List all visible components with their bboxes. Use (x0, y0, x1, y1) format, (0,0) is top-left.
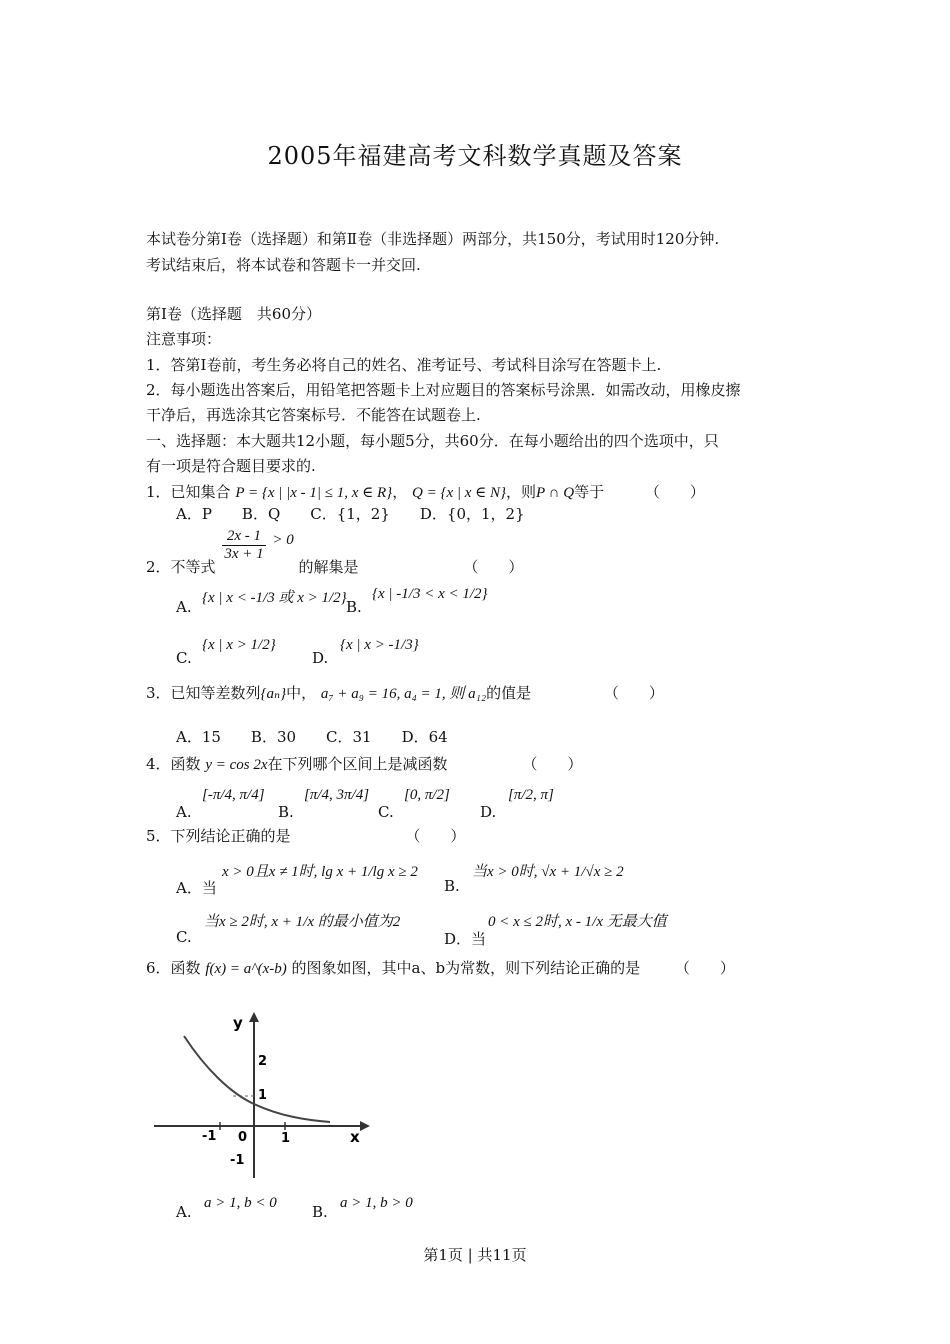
q5-option-d: 0 < x ≤ 2时, x - 1/x 无最大值 (488, 914, 667, 930)
q4-suffix: 在下列哪个区间上是减函数 (267, 755, 448, 773)
question-3 (146, 682, 664, 703)
q6-option-a: a > 1, b < 0 (204, 1195, 277, 1211)
q3-sequence: {aₙ} (260, 686, 287, 702)
x-axis-arrow (360, 1121, 370, 1131)
page-title: 2005年福建高考文科数学真题及答案 (267, 142, 683, 170)
x-axis-label: x (350, 1128, 360, 1146)
q1-expr: P ∩ Q (536, 485, 575, 501)
notes-label: 注意事项： (146, 330, 222, 348)
q2-denominator: 3x + 1 (224, 546, 264, 562)
q2-option-d: {x | x > -1/3} (340, 637, 419, 653)
q4-answer-bracket: （ ） (522, 755, 583, 773)
q4-prefix: 4．函数 (146, 755, 201, 773)
q4-option-a: [-π/4, π/4] (202, 787, 265, 803)
q2-option-a: {x | x < -1/3 或 x > 1/2} (202, 590, 347, 606)
q6-function: f(x) = a^(x-b) (205, 961, 287, 977)
x-tick-label-neg1: -1 (202, 1129, 217, 1144)
page-footer: 第1页 | 共11页 (423, 1246, 527, 1264)
q3-condition: a₇ + a₉ = 16, a₄ = 1, 则 a₁₂ (320, 686, 487, 702)
q6-answer-bracket: （ ） (674, 959, 735, 977)
q2-option-b-label: B. (346, 598, 362, 616)
question-1 (146, 481, 705, 502)
q5-prefix: 5．下列结论正确的是 (146, 827, 291, 845)
q4-option-a-label: A. (176, 803, 192, 821)
y-tick-label-neg1: -1 (230, 1153, 245, 1168)
q3-prefix: 3．已知等差数列 (146, 684, 261, 702)
q5-option-b: 当x > 0时, √x + 1/√x ≥ 2 (472, 864, 624, 880)
q6-prefix: 6．函数 (146, 959, 201, 977)
intro-line-1: 本试卷分第Ⅰ卷（选择题）和第Ⅱ卷（非选择题）两部分，共150分，考试用时120分钟. (146, 230, 720, 248)
q6-suffix: 的图象如图，其中a、b为常数，则下列结论正确的是 (291, 959, 641, 977)
note-2a: 2．每小题选出答案后，用铅笔把答题卡上对应题目的答案标号涂黑．如需改动，用橡皮擦 (146, 381, 741, 399)
part-instructions-a: 一、选择题：本大题共12小题，每小题5分，共60分．在每小题给出的四个选项中，只 (146, 432, 719, 450)
q3-options: A．15 B．30 C．31 D．64 (176, 728, 448, 746)
x-tick-label-1: 1 (281, 1131, 291, 1146)
y-axis-arrow (249, 1012, 259, 1022)
q2-relation: > 0 (272, 531, 294, 548)
q4-option-d-label: D. (480, 803, 497, 821)
q1-set-p: P = {x | |x - 1| ≤ 1, x ∈ R} (235, 485, 393, 501)
q2-option-c-label: C. (176, 649, 192, 667)
q4-option-c: [0, π/2] (404, 787, 450, 803)
q1-options: A．P B．Q C．{1，2} D．{0，1，2} (176, 505, 525, 523)
q6-option-b: a > 1, b > 0 (340, 1195, 413, 1211)
q4-function: y = cos 2x (205, 757, 268, 773)
y-axis-label: y (233, 1014, 243, 1032)
q2-option-b: {x | -1/3 < x < 1/2} (372, 586, 488, 602)
q2-numerator: 2x - 1 (222, 528, 265, 546)
q2-option-c: {x | x > 1/2} (202, 637, 276, 653)
section-heading: 第Ⅰ卷（选择题 共60分） (146, 305, 322, 323)
origin-label: 0 (238, 1130, 248, 1145)
q5-option-b-label: B. (444, 877, 460, 895)
q5-option-d-label: D．当 (444, 930, 487, 948)
q2-prefix: 2．不等式 (146, 557, 216, 576)
part-instructions-b: 有一项是符合题目要求的. (146, 457, 316, 475)
q2-option-d-label: D. (312, 649, 329, 667)
q4-option-b-label: B. (278, 803, 294, 821)
q5-option-a-label: A．当 (176, 879, 217, 897)
q1-answer-bracket: （ ） (644, 483, 705, 501)
q5-option-a: x > 0且x ≠ 1时, lg x + 1/lg x ≥ 2 (222, 864, 418, 880)
q5-answer-bracket: （ ） (405, 827, 466, 845)
q6-option-b-label: B. (312, 1203, 328, 1221)
q2-suffix: 的解集是 (298, 557, 359, 576)
q2-fraction (222, 528, 265, 563)
q1-suffix: 等于 (574, 483, 605, 501)
q2-option-a-label: A. (176, 598, 192, 616)
exponential-curve (184, 1036, 330, 1122)
question-4 (146, 753, 582, 774)
q4-option-c-label: C. (378, 803, 394, 821)
q5-option-c-label: C. (176, 928, 192, 946)
question-2 (146, 528, 524, 576)
q1-sep: ， (392, 483, 408, 501)
y-tick-label-1: 1 (258, 1088, 268, 1103)
q3-answer-bracket: （ ） (603, 684, 664, 702)
q4-option-d: [π/2, π] (508, 787, 554, 803)
q1-then: ，则 (505, 483, 536, 501)
q1-prefix: 1．已知集合 (146, 483, 231, 501)
intro-line-2: 考试结束后，将本试卷和答题卡一并交回. (146, 256, 421, 274)
q6-option-a-label: A. (176, 1203, 192, 1221)
function-graph (150, 1008, 380, 1183)
note-1: 1．答第Ⅰ卷前，考生务必将自己的姓名、准考证号、考试科目涂写在答题卡上. (146, 356, 662, 374)
q3-mid: 中， (286, 684, 317, 702)
question-5 (146, 825, 465, 846)
y-tick-label-2: 2 (258, 1054, 268, 1069)
q1-set-q: Q = {x | x ∈ N} (411, 485, 506, 501)
question-6 (146, 957, 735, 978)
q2-answer-bracket: （ ） (463, 557, 524, 576)
q5-option-c: 当x ≥ 2时, x + 1/x 的最小值为2 (204, 914, 401, 930)
q3-suffix: 的值是 (486, 684, 532, 702)
note-2b: 干净后，再选涂其它答案标号．不能答在试题卷上. (146, 406, 481, 424)
q4-option-b: [π/4, 3π/4] (304, 787, 370, 803)
